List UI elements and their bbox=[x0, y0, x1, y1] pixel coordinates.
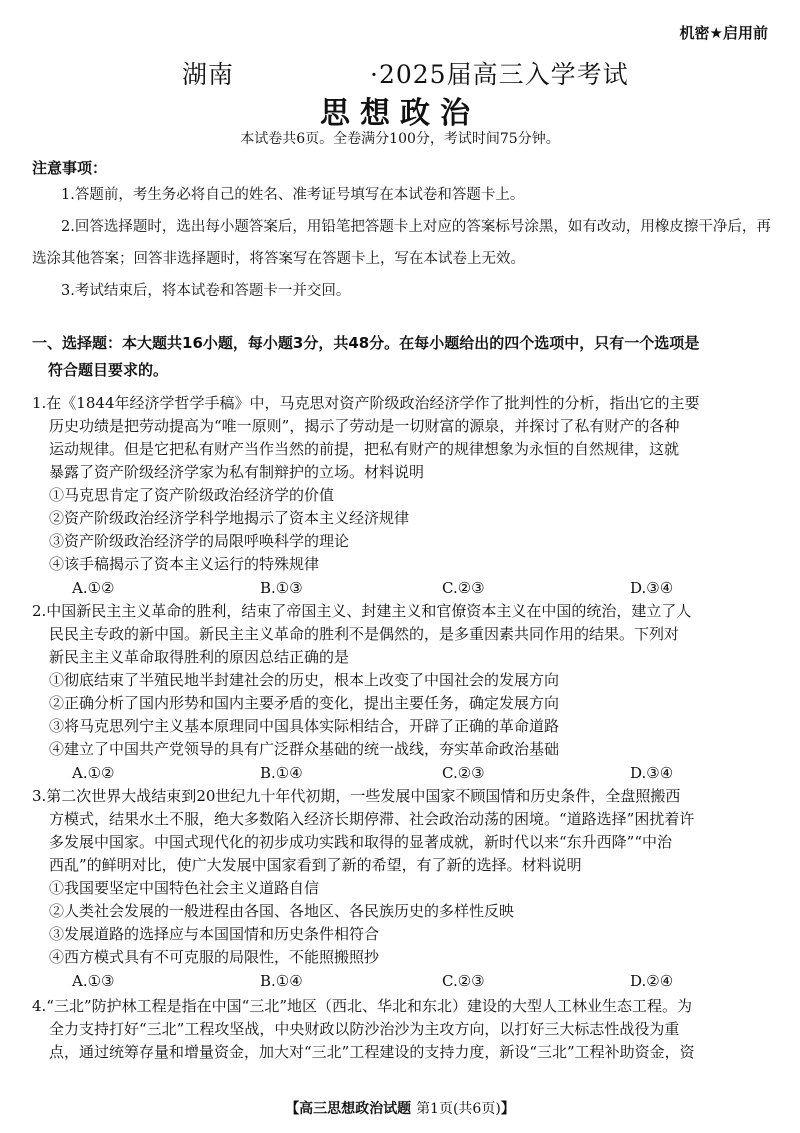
choice-d: D.②④ bbox=[630, 972, 674, 990]
question-stem-line: 1.在《1844年经济学哲学手稿》中，马克思对资产阶级政治经济学作了批判性的分析，指出它的主要 bbox=[32, 394, 700, 412]
question-option: ④西方模式具有不可克服的局限性，不能照搬照抄 bbox=[49, 948, 380, 966]
answer-choices bbox=[32, 576, 777, 600]
question-stem-line: 多发展中国家。中国式现代化的初步成功实践和取得的显著成就，新时代以来“东升西降”“中治 bbox=[49, 833, 673, 851]
exam-title bbox=[0, 55, 800, 89]
question-stem-line: 历史功绩是把劳动提高为“唯一原则”，揭示了劳动是一切财富的源泉，并探讨了私有财产的各种 bbox=[49, 417, 680, 435]
question-stem-line: 3.第二次世界大战结束到20世纪九十年代初期，一些发展中国家不顾国情和历史条件，全盘照搬西 bbox=[32, 787, 681, 805]
exam-province: 湖南 bbox=[182, 60, 235, 89]
choice-b: B.①④ bbox=[260, 972, 303, 990]
question-stem-line: 暴露了资产阶级经济学家为私有制辩护的立场。材料说明 bbox=[49, 463, 425, 481]
question-stem-line: 运动规律。但是它把私有财产当作当然的前提，把私有财产的规律想象为永恒的自然规律，这就 bbox=[49, 440, 680, 458]
footer-close: 】 bbox=[500, 1101, 515, 1117]
question-option: ④该手稿揭示了资本主义运行的特殊规律 bbox=[49, 555, 320, 573]
notice-heading: 注意事项： bbox=[32, 159, 108, 177]
question-option: ③将马克思列宁主义基本原理同中国具体实际相结合，开辟了正确的革命道路 bbox=[49, 717, 560, 735]
confidential-mark: 机密★启用前 bbox=[679, 24, 768, 42]
page-footer bbox=[0, 1098, 800, 1118]
question-stem-line: 方模式，结果水土不服，绝大多数陷入经济长期停滞、社会政治动荡的困境。“道路选择”困扰着许 bbox=[49, 810, 695, 828]
question-option: ③发展道路的选择应与本国国情和历史条件相符合 bbox=[49, 925, 380, 943]
choice-c: C.②③ bbox=[442, 972, 485, 990]
choice-a: A.①② bbox=[72, 764, 115, 782]
question-option: ①我国要坚定中国特色社会主义道路自信 bbox=[49, 879, 320, 897]
question-option: ③资产阶级政治经济学的局限呼唤科学的理论 bbox=[49, 532, 350, 550]
question-3 bbox=[32, 785, 777, 993]
question-stem-line: 点，通过统筹存量和增量资金，加大对“三北”工程建设的支持力度，新设“三北”工程补助资金，资 bbox=[49, 1043, 695, 1061]
notice-item: 1.答题前，考生务必将自己的姓名、准考证号填写在本试卷和答题卡上。 bbox=[61, 187, 525, 203]
answer-choices bbox=[32, 761, 777, 785]
question-stem-line: 新民主主义革命取得胜利的原因总结正确的是 bbox=[49, 648, 350, 666]
question-stem-line: 4.“三北”防护林工程是指在中国“三北”地区（西北、华北和东北）建设的大型人工林业生态工程。为 bbox=[32, 997, 692, 1015]
choice-b: B.①④ bbox=[260, 764, 303, 782]
question-stem-line: 全力支持打好“三北”工程攻坚战，中央财政以防沙治沙为主攻方向，以打好三大标志性战役为重 bbox=[49, 1020, 680, 1038]
question-option: ②人类社会发展的一般进程由各国、各地区、各民族历史的多样性反映 bbox=[49, 902, 515, 920]
choice-c: C.②③ bbox=[442, 764, 485, 782]
exam-info: 本试卷共6页。全卷满分100分，考试时间75分钟。 bbox=[240, 131, 560, 147]
section-heading-line2: 符合题目要求的。 bbox=[48, 361, 169, 379]
question-option: ②资产阶级政治经济学科学地揭示了资本主义经济规律 bbox=[49, 509, 410, 527]
notice-list bbox=[32, 179, 772, 307]
question-option: ②正确分析了国内形势和国内主要矛盾的变化，提出主要任务，确定发展方向 bbox=[49, 694, 560, 712]
choice-a: A.①③ bbox=[72, 972, 115, 990]
question-option: ①马克思肯定了资产阶级政治经济学的价值 bbox=[49, 486, 335, 504]
question-stem-line: 西乱”的鲜明对比，使广大发展中国家看到了新的希望，有了新的选择。材料说明 bbox=[49, 856, 582, 874]
question-2 bbox=[32, 600, 777, 785]
question-1 bbox=[32, 392, 777, 600]
notice-item: 2.回答选择题时，选出每小题答案后，用铅笔把答题卡上对应的答案标号涂黑，如有改动，用橡皮擦干净后，再选涂其他答案；回答非选择题时，将答案写在答题卡上，写在本试卷上无效。 bbox=[32, 219, 771, 267]
subject-title: 思想政治 bbox=[320, 96, 480, 131]
choice-c: C.②③ bbox=[442, 579, 485, 597]
question-stem-line: 民民主专政的新中国。新民主主义革命的胜利不是偶然的，是多重因素共同作用的结果。下列对 bbox=[49, 625, 680, 643]
notice-item: 3.考试结束后，将本试卷和答题卡一并交回。 bbox=[61, 283, 351, 299]
question-option: ①彻底结束了半殖民地半封建社会的历史，根本上改变了中国社会的发展方向 bbox=[49, 671, 560, 689]
section-heading-line1: 一、选择题：本大题共16小题，每小题3分，共48分。在每小题给出的四个选项中，只有一个选项是 bbox=[32, 334, 700, 352]
choice-b: B.①③ bbox=[260, 579, 303, 597]
section-heading bbox=[32, 330, 777, 384]
question-option: ④建立了中国共产党领导的具有广泛群众基础的统一战线，夯实革命政治基础 bbox=[49, 740, 560, 758]
question-stem-line: 2.中国新民主主义革命的胜利，结束了帝国主义、封建主义和官僚资本主义在中国的统治，建立了人 bbox=[32, 602, 692, 620]
footer-label: 【高三思想政治试题 bbox=[285, 1101, 412, 1117]
choice-a: A.①② bbox=[72, 579, 115, 597]
choice-d: D.③④ bbox=[630, 579, 674, 597]
answer-choices bbox=[32, 969, 777, 993]
choice-d: D.③④ bbox=[630, 764, 674, 782]
question-4 bbox=[32, 995, 777, 1064]
exam-title-text: ·2025届高三入学考试 bbox=[370, 60, 629, 89]
footer-page-number: 第1页(共6页) bbox=[416, 1101, 501, 1117]
